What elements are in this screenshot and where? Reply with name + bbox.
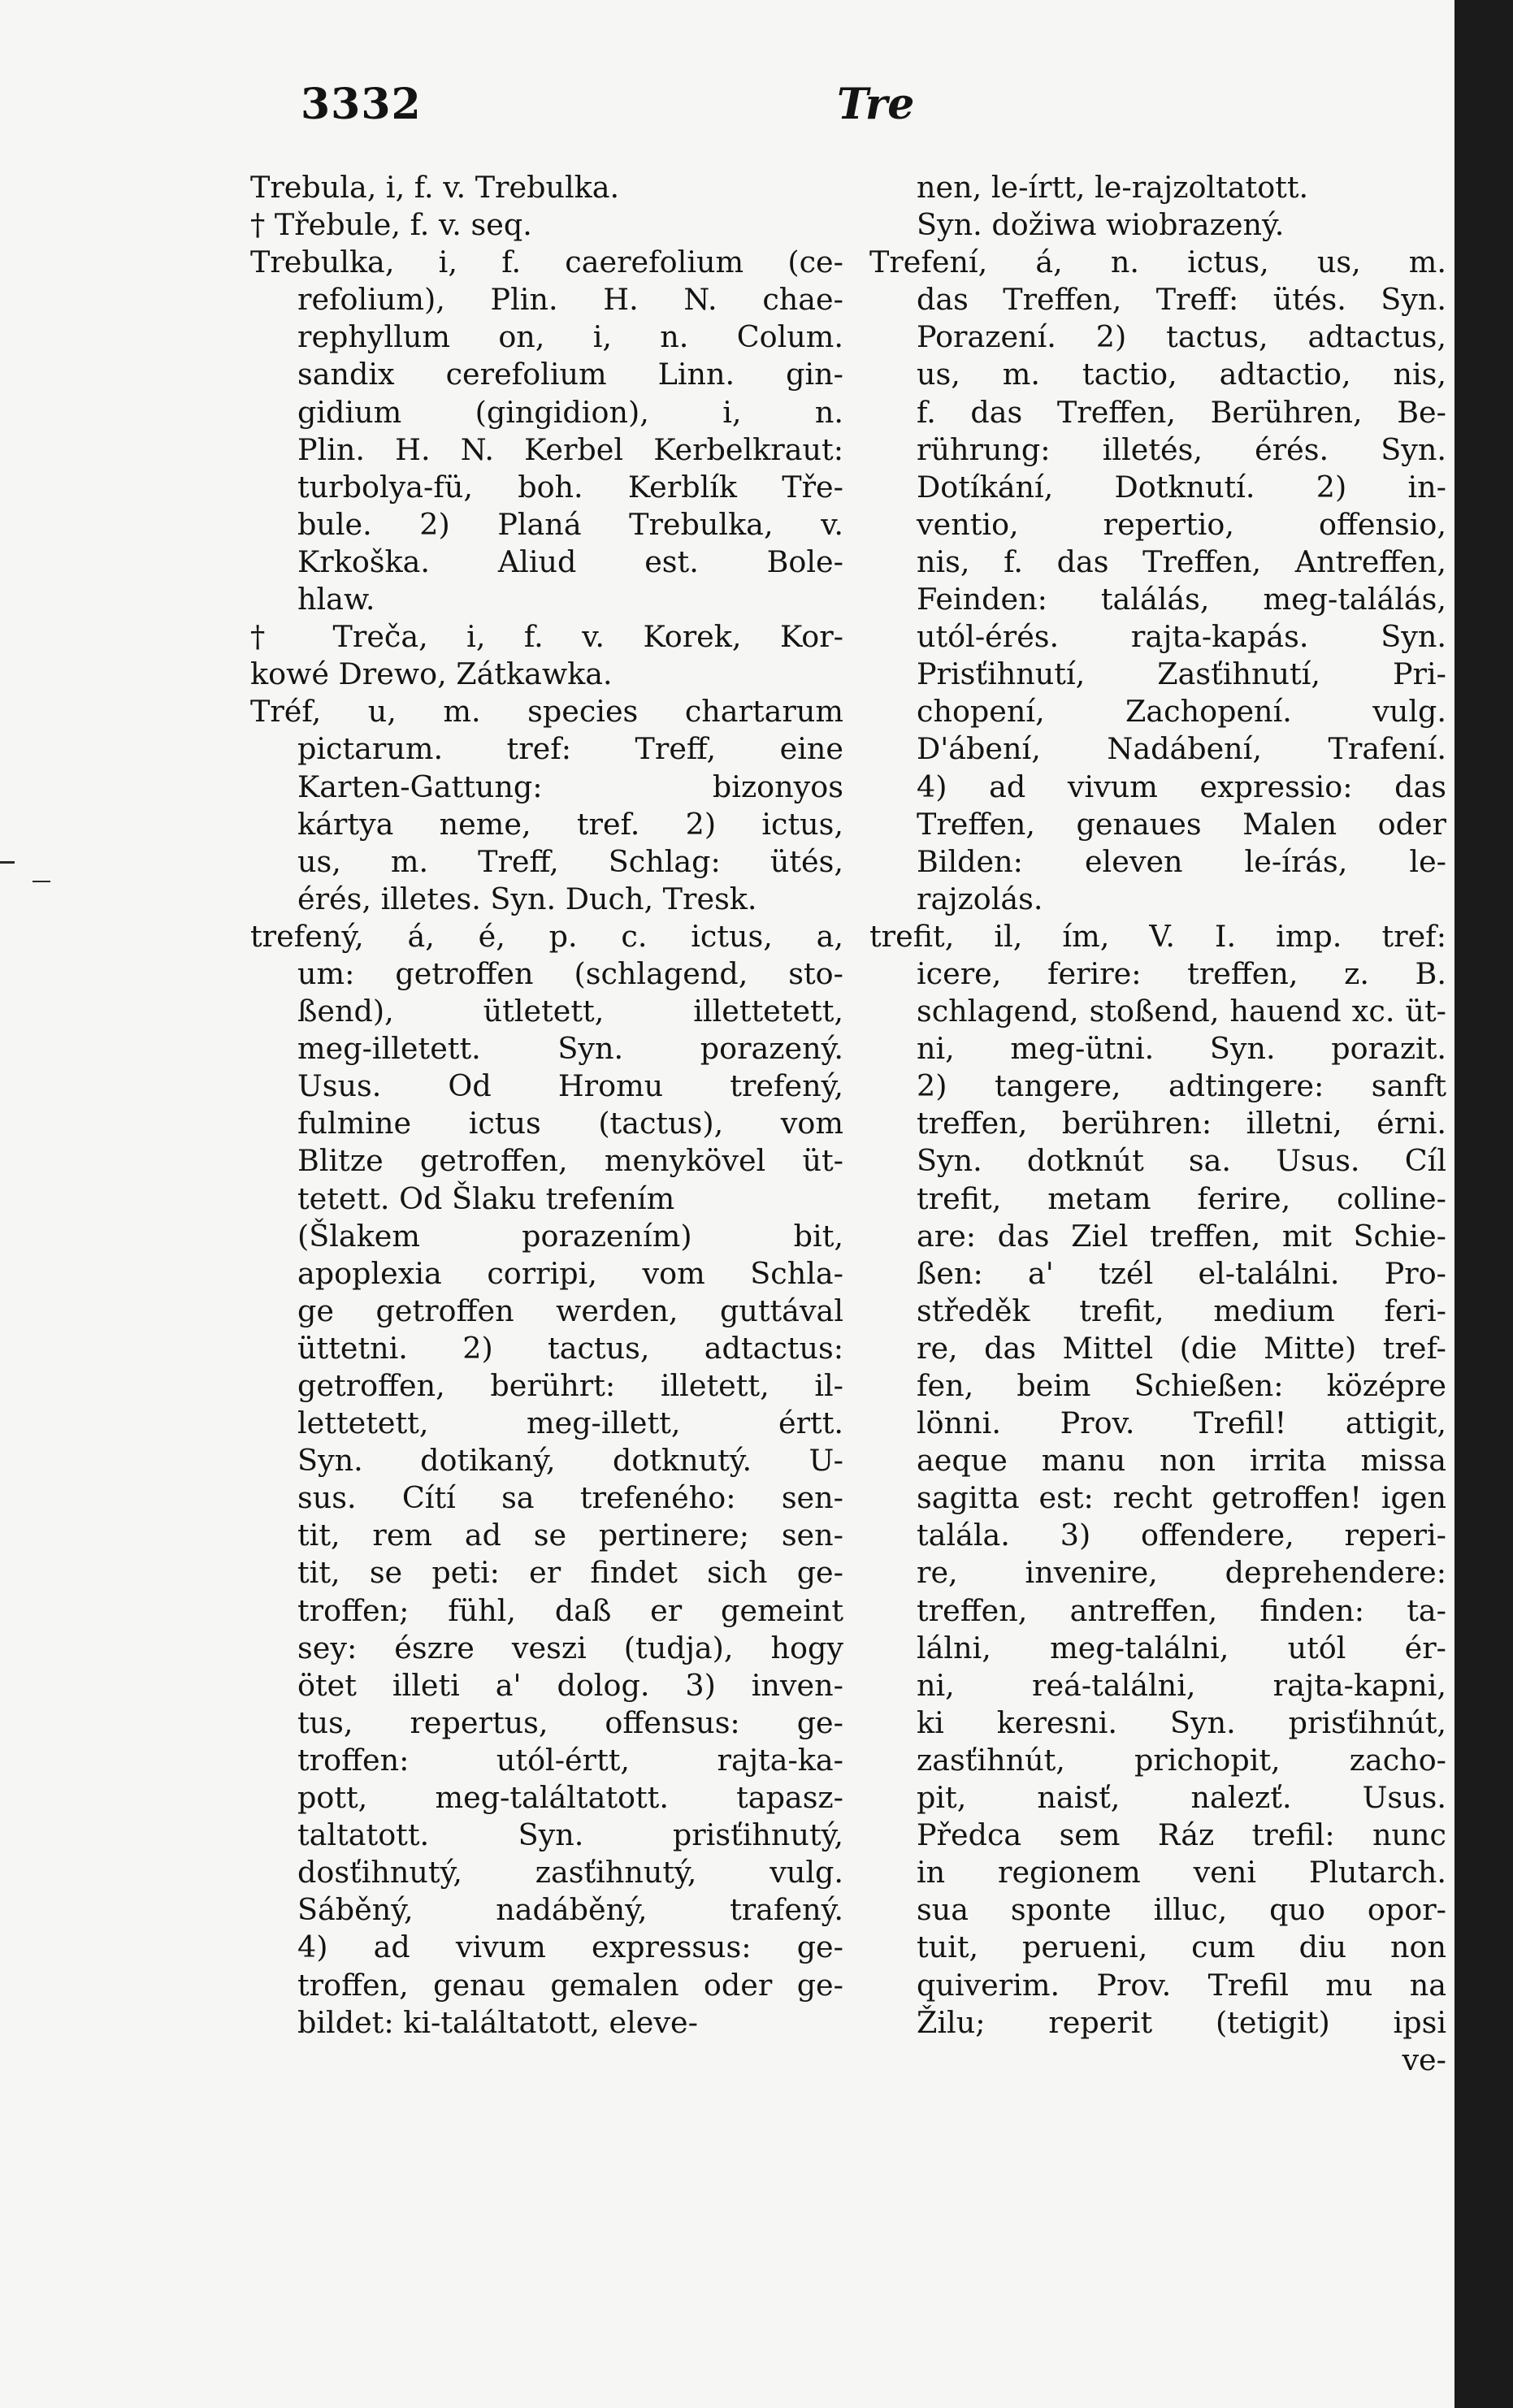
text-line: lönni. Prov. Trefil! attigit, xyxy=(917,1405,1446,1441)
text-line: are: das Ziel treffen, mit Schie- xyxy=(917,1218,1446,1254)
page-header xyxy=(301,80,1438,145)
text-line: 4) ad vivum expressus: ge- xyxy=(297,1929,843,1965)
text-line: trefený, á, é, p. c. ictus, a, xyxy=(250,918,843,954)
text-line: tuit, perueni, cum diu non xyxy=(917,1929,1446,1965)
text-line: 4) ad vivum expressio: das xyxy=(917,769,1446,804)
text-line: sagitta est: recht getroffen! igen xyxy=(917,1480,1446,1516)
text-line: Žilu; reperit (tetigit) ipsi xyxy=(917,2004,1446,2040)
text-line: tit, se peti: er findet sich ge- xyxy=(297,1555,843,1591)
text-line: bildet: ki-találtatott, eleve- xyxy=(297,2004,698,2040)
running-head: Tre xyxy=(837,80,915,129)
text-line: rajzolás. xyxy=(917,881,1043,916)
page-number: 3332 xyxy=(301,80,422,129)
text-line: getroffen, berührt: illetett, il- xyxy=(297,1368,843,1403)
text-line: pott, meg-találtatott. tapasz- xyxy=(297,1780,843,1816)
text-line: sey: észre veszi (tudja), hogy xyxy=(297,1630,843,1665)
text-line: schlagend, stoßend, hauend xc. üt- xyxy=(917,994,1446,1029)
text-line: ge getroffen werden, guttával xyxy=(297,1293,843,1328)
text-line: středěk trefit, medium feri- xyxy=(917,1293,1446,1328)
text-line: re, das Mittel (die Mitte) tref- xyxy=(917,1330,1446,1366)
text-line: Bilden: eleven le-írás, le- xyxy=(917,843,1446,879)
text-line: hlaw. xyxy=(297,582,375,617)
text-line: us, m. tactio, adtactio, nis, xyxy=(917,357,1446,392)
text-line: in regionem veni Plutarch. xyxy=(917,1855,1446,1890)
text-line: sua sponte illuc, quo opor- xyxy=(917,1892,1446,1928)
text-line: tetett. Od Šlaku trefením xyxy=(297,1180,675,1216)
text-line: tit, rem ad se pertinere; sen- xyxy=(297,1518,843,1553)
text-line: das Treffen, Treff: ütés. Syn. xyxy=(917,282,1446,318)
text-line: quiverim. Prov. Trefil mu na xyxy=(917,1967,1446,2003)
text-line: ßen: a' tzél el-találni. Pro- xyxy=(917,1255,1446,1291)
text-line: utól-érés. rajta-kapás. Syn. xyxy=(917,619,1446,655)
text-line: ni, meg-ütni. Syn. porazit. xyxy=(917,1031,1446,1067)
text-line: Porazení. 2) tactus, adtactus, xyxy=(917,319,1446,355)
text-line: sus. Cítí sa trefeného: sen- xyxy=(297,1480,843,1516)
text-line: lettetett, meg-illett, értt. xyxy=(297,1405,843,1441)
text-line: pictarum. tref: Treff, eine xyxy=(297,731,843,767)
text-line: Usus. Od Hromu trefený, xyxy=(297,1068,843,1104)
text-line: Trefení, á, n. ictus, us, m. xyxy=(869,245,1446,280)
text-line: treffen, berühren: illetni, érni. xyxy=(917,1106,1446,1141)
text-line: ötet illeti a' dolog. 3) inven- xyxy=(297,1667,843,1703)
left-column xyxy=(250,169,843,2042)
text-line: trefit, il, ím, V. I. imp. tref: xyxy=(869,918,1446,954)
text-line: D'ábení, Nadábení, Trafení. xyxy=(917,731,1446,767)
text-line: 2) tangere, adtingere: sanft xyxy=(917,1068,1446,1104)
text-line: Tréf, u, m. species chartarum xyxy=(250,694,843,730)
text-line: zasťihnút, prichopit, zacho- xyxy=(917,1742,1446,1778)
text-line: nen, le-írtt, le-rajzoltatott. xyxy=(917,170,1309,205)
text-line: apoplexia corripi, vom Schla- xyxy=(297,1255,843,1291)
text-line: pit, naisť, nalezť. Usus. xyxy=(917,1780,1446,1816)
text-line: Trebulka, i, f. caerefolium (ce- xyxy=(250,245,843,280)
right-column xyxy=(869,169,1446,2079)
text-line: meg-illetett. Syn. porazený. xyxy=(297,1031,843,1067)
text-line: treffen, antreffen, finden: ta- xyxy=(917,1592,1446,1628)
text-line: üttetni. 2) tactus, adtactus: xyxy=(297,1330,843,1366)
text-line: ve- xyxy=(1402,2042,1446,2077)
text-line: tus, repertus, offensus: ge- xyxy=(297,1704,843,1740)
text-line: Prisťihnutí, Zasťihnutí, Pri- xyxy=(917,656,1446,692)
text-line: Sáběný, nadáběný, trafený. xyxy=(297,1892,843,1928)
text-line: Feinden: találás, meg-találás, xyxy=(917,582,1446,617)
text-line: Krkoška. Aliud est. Bole- xyxy=(297,544,843,579)
text-line: fen, beim Schießen: középre xyxy=(917,1368,1446,1403)
text-line: f. das Treffen, Berühren, Be- xyxy=(917,394,1446,430)
text-line: kowé Drewo, Zátkawka. xyxy=(250,656,613,692)
text-line: érés, illetes. Syn. Duch, Tresk. xyxy=(297,881,757,916)
text-line: turbolya-fü, boh. Kerblík Tře- xyxy=(297,469,843,505)
text-line: ni, reá-találni, rajta-kapni, xyxy=(917,1667,1446,1703)
text-line: aeque manu non irrita missa xyxy=(917,1443,1446,1479)
text-line: ki keresni. Syn. prisťihnút, xyxy=(917,1704,1446,1740)
text-line: gidium (gingidion), i, n. xyxy=(297,394,843,430)
text-line: Předca sem Ráz trefil: nunc xyxy=(917,1817,1446,1853)
text-line: refolium), Plin. H. N. chae- xyxy=(297,282,843,318)
text-line: Syn. dotikaný, dotknutý. U- xyxy=(297,1443,843,1479)
text-line: troffen, genau gemalen oder ge- xyxy=(297,1967,843,2003)
text-line: kártya neme, tref. 2) ictus, xyxy=(297,806,843,842)
text-line: lálni, meg-találni, utól ér- xyxy=(917,1630,1446,1665)
text-line: Syn. dotknút sa. Usus. Cíl xyxy=(917,1143,1446,1179)
text-line: ventio, repertio, offensio, xyxy=(917,506,1446,542)
text-line: re, invenire, deprehendere: xyxy=(917,1555,1446,1591)
text-line: chopení, Zachopení. vulg. xyxy=(917,694,1446,730)
text-line: sandix cerefolium Linn. gin- xyxy=(297,357,843,392)
text-line: icere, ferire: treffen, z. B. xyxy=(917,955,1446,991)
text-line: dosťihnutý, zasťihnutý, vulg. xyxy=(297,1855,843,1890)
text-line: troffen; fühl, daß er gemeint xyxy=(297,1592,843,1628)
text-line: trefit, metam ferire, colline- xyxy=(917,1180,1446,1216)
text-line: Blitze getroffen, menykövel üt- xyxy=(297,1143,843,1179)
scan-edge-mark xyxy=(0,861,15,864)
text-line: nis, f. das Treffen, Antreffen, xyxy=(917,544,1446,579)
text-line: rephyllum on, i, n. Colum. xyxy=(297,319,843,355)
text-line: (Šlakem porazením) bit, xyxy=(297,1218,843,1254)
text-line: Karten-Gattung: bizonyos xyxy=(297,769,843,804)
text-line: ßend), ütletett, illettetett, xyxy=(297,994,843,1029)
text-line: taltatott. Syn. prisťihnutý, xyxy=(297,1817,843,1853)
scan-edge-mark xyxy=(33,881,50,882)
text-line: † Třebule, f. v. seq. xyxy=(250,207,532,243)
text-line: rührung: illetés, érés. Syn. xyxy=(917,431,1446,467)
text-line: bule. 2) Planá Trebulka, v. xyxy=(297,506,843,542)
text-line: talála. 3) offendere, reperi- xyxy=(917,1518,1446,1553)
text-line: Dotíkání, Dotknutí. 2) in- xyxy=(917,469,1446,505)
text-line: Syn. dožiwa wiobrazený. xyxy=(917,207,1285,243)
text-line: Treffen, genaues Malen oder xyxy=(917,806,1446,842)
text-line: fulmine ictus (tactus), vom xyxy=(297,1106,843,1141)
text-line: us, m. Treff, Schlag: ütés, xyxy=(297,843,843,879)
text-line: † Treča, i, f. v. Korek, Kor- xyxy=(250,619,843,655)
text-line: Trebula, i, f. v. Trebulka. xyxy=(250,170,620,205)
text-line: troffen: utól-értt, rajta-ka- xyxy=(297,1742,843,1778)
text-line: um: getroffen (schlagend, sto- xyxy=(297,955,843,991)
text-line: Plin. H. N. Kerbel Kerbelkraut: xyxy=(297,431,843,467)
